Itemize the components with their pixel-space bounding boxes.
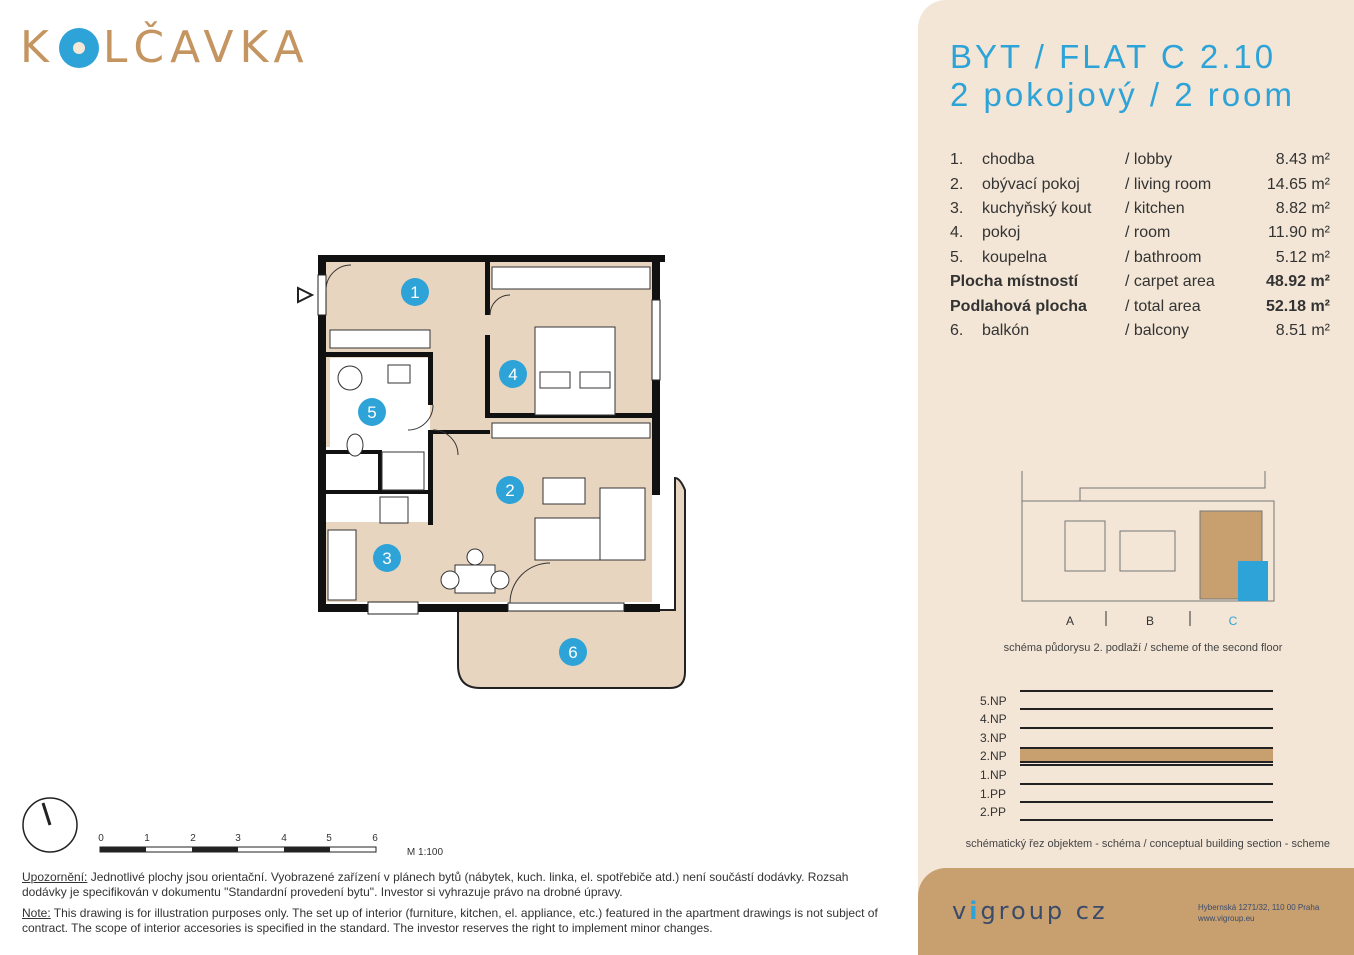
flat-title-line1: BYT / FLAT C 2.10 (950, 38, 1277, 75)
logo-part: v (952, 897, 970, 925)
row-en: / lobby (1125, 151, 1173, 169)
website-link[interactable]: www.vigroup.eu (1198, 914, 1255, 923)
row-en: / kitchen (1125, 199, 1185, 217)
washer-icon (338, 366, 362, 390)
section-caption: schématický řez objektem - schéma / conceptual building section - scheme (965, 838, 1330, 850)
area-row (950, 246, 1330, 270)
logo-text-end: LČAVKA (102, 22, 310, 73)
scale-tick: 6 (372, 833, 378, 844)
floor-plan (280, 240, 700, 700)
note-en-text: This drawing is for illustration purposes only. The set up of interior (furniture, kitchen, el. appliance, etc.) featured in the apartment drawings is not subject of contract. The scope of interior accesories is specified in the standard. The investor reserves the right to implement minor changes. (22, 906, 878, 935)
scheme-label-c: C (1228, 614, 1238, 628)
room-label-5: 5 (367, 403, 377, 422)
logo-part: group cz (980, 897, 1108, 925)
note-cz-label: Upozornění: (22, 870, 88, 884)
room-label-3: 3 (382, 549, 392, 568)
coffee-table-icon (543, 478, 585, 504)
scale-bar (20, 795, 460, 865)
floor-label: 2.NP (980, 749, 1007, 763)
note-cz (22, 870, 892, 900)
shower-icon (382, 452, 424, 490)
scale-tick: 3 (235, 833, 241, 844)
balcony-row (950, 319, 1330, 343)
floor-label: 1.PP (980, 787, 1007, 801)
row-en: / bathroom (1125, 248, 1202, 266)
area-row (950, 197, 1330, 221)
flat-title (950, 38, 1336, 114)
row-cz: pokoj (982, 224, 1021, 242)
row-area: 8.82 m² (1275, 199, 1330, 217)
total-cz: Podlahová plocha (950, 297, 1087, 315)
row-cz: chodba (982, 151, 1035, 169)
total-area: 52.18 m² (1265, 297, 1330, 315)
note-en (22, 906, 892, 936)
floor-label: 1.NP (980, 768, 1007, 782)
scale-tick: 0 (98, 833, 104, 844)
scheme-caption: schéma půdorysu 2. podlaží / scheme of the second floor (1003, 642, 1283, 654)
note-cz-text: Jednotlivé plochy jsou orientační. Vyobrazené zařízení v plánech bytů (nábytek, kuch. linka, el. spotřebiče atd.) není součástí dodávky. Rozsah dodávky je specifikován v dokumentu "Standardní provedení bytu". Investor si vyhrazuje právo na drobné úpravy. (22, 870, 849, 899)
scale-tick: 5 (326, 833, 332, 844)
total-cz: Plocha místností (950, 273, 1079, 291)
floor-label: 2.PP (980, 805, 1007, 819)
area-row (950, 172, 1330, 196)
room-label-1: 1 (410, 283, 420, 302)
floor-label: 4.NP (980, 712, 1007, 726)
total-en: / carpet area (1125, 273, 1215, 291)
row-cz: koupelna (982, 248, 1047, 266)
address-line: Hybernská 1271/32, 110 00 Praha (1198, 903, 1320, 912)
flat-highlight (1238, 561, 1268, 601)
flat-title-line2: 2 pokojový / 2 room (950, 76, 1295, 113)
scale-tick: 2 (190, 833, 196, 844)
room-label-6: 6 (568, 643, 578, 662)
floor-label: 5.NP (980, 694, 1007, 708)
company-address (1198, 902, 1319, 924)
toilet-icon (347, 434, 363, 456)
note-en-label: Note: (22, 906, 51, 920)
dining-table-icon (455, 565, 495, 593)
total-row (950, 270, 1330, 294)
row-area: 5.12 m² (1275, 248, 1330, 266)
floor-scheme (1010, 466, 1290, 636)
entrance-triangle-icon (298, 288, 312, 302)
row-number: 4. (950, 224, 964, 242)
disclaimer-notes (22, 870, 892, 942)
cooktop-icon (380, 497, 408, 523)
row-area: 11.90 m² (1268, 224, 1330, 242)
highlighted-floor (1020, 747, 1273, 763)
row-area: 14.65 m² (1266, 175, 1330, 193)
logo-part: i (969, 897, 981, 925)
scheme-label-a: A (1065, 614, 1075, 628)
row-cz: balkón (982, 321, 1030, 339)
logo-text-start: K (20, 22, 55, 73)
area-row (950, 148, 1330, 172)
row-area: 8.51 m² (1275, 321, 1330, 339)
floor-label: 3.NP (980, 731, 1007, 745)
company-logo (952, 897, 1108, 925)
area-row (950, 221, 1330, 245)
row-number: 1. (950, 151, 964, 169)
row-number: 5. (950, 248, 964, 266)
scale-tick: 4 (281, 833, 287, 844)
row-area: 8.43 m² (1275, 151, 1330, 169)
total-area: 48.92 m² (1265, 273, 1330, 291)
row-en: / living room (1125, 175, 1212, 193)
scale-tick: 1 (144, 833, 150, 844)
area-table (950, 148, 1330, 343)
logo-o-icon (59, 28, 99, 68)
bed-icon (535, 327, 615, 415)
row-en: / room (1125, 224, 1171, 242)
brand-logo (20, 22, 310, 73)
row-cz: obývací pokoj (982, 175, 1080, 193)
total-en: / total area (1125, 297, 1201, 315)
room-label-2: 2 (505, 481, 515, 500)
scheme-label-b: B (1145, 614, 1155, 628)
scale-label: M 1:100 (406, 847, 444, 858)
row-en: / balcony (1125, 321, 1190, 339)
sink-icon (388, 365, 410, 383)
row-number: 2. (950, 175, 964, 193)
row-cz: kuchyňský kout (982, 199, 1092, 217)
row-number: 6. (950, 321, 964, 339)
room-label-4: 4 (508, 365, 518, 384)
total-row (950, 294, 1330, 318)
row-number: 3. (950, 199, 964, 217)
